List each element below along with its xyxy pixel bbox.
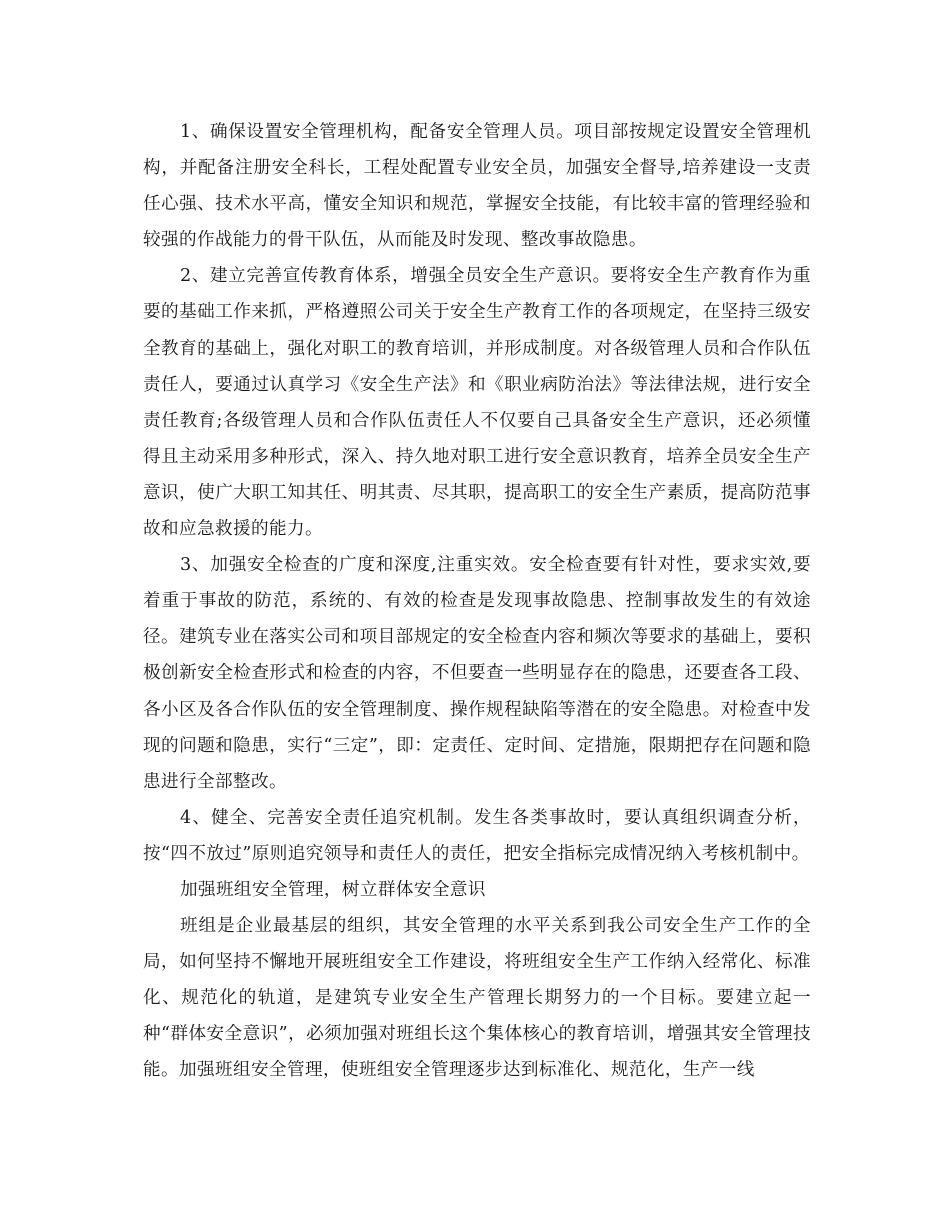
paragraph-5: 班组是企业最基层的组织，其安全管理的水平关系到我公司安全生产工作的全局，如何坚持不懈地开展班组安全工作建设，将班组安全生产工作纳入经常化、标准化、规范化的轨道，是建筑专业安全生产管理长期努力的一个目标。要建立起一种“群体安全意识”，必须加强对班组长这个集体核心的教育培训，增强其安全管理技能。加强班组安全管理，使班组安全管理逐步达到标准化、规范化，生产一线 (143, 916, 811, 1081)
paragraph-4: 4、健全、完善安全责任追究机制。发生各类事故时，要认真组织调查分析，按“四不放过”原则追究领导和责任人的责任，把安全指标完成情况纳入考核机制中。 (143, 807, 811, 864)
paragraph-3: 3、加强安全检查的广度和深度,注重实效。安全检查要有针对性，要求实效,要着重于事故的防范，系统的、有效的检查是发现事故隐患、控制事故发生的有效途径。建筑专业在落实公司和项目部规定的安全检查内容和频次等要求的基础上，要积极创新安全检查形式和检查的内容，不但要查一些明显存在的隐患，还要查各工段、各小区及各合作队伍的安全管理制度、操作规程缺陷等潜在的安全隐患。对检查中发现的问题和隐患，实行“三定”，即：定责任、定时间、定措施，限期把存在问题和隐患进行全部整改。 (143, 555, 811, 792)
paragraph-2: 2、建立完善宣传教育体系，增强全员安全生产意识。要将安全生产教育作为重要的基础工作来抓，严格遵照公司关于安全生产教育工作的各项规定，在坚持三级安全教育的基础上，强化对职工的教育培训，并形成制度。对各级管理人员和合作队伍责任人，要通过认真学习《安全生产法》和《职业病防治法》等法律法规，进行安全责任教育;各级管理人员和合作队伍责任人不仅要自己具备安全生产意识，还必须懂得且主动采用多种形式，深入、持久地对职工进行安全意识教育，培养全员安全生产意识，使广大职工知其任、明其责、尽其职，提高职工的安全生产素质，提高防范事故和应急救援的能力。 (143, 266, 811, 540)
paragraph-1: 1、确保设置安全管理机构，配备安全管理人员。项目部按规定设置安全管理机构，并配备注册安全科长，工程处配置专业安全员，加强安全督导,培养建设一支责任心强、技术水平高，懂安全知识和规范，掌握安全技能，有比较丰富的管理经验和较强的作战能力的骨干队伍，从而能及时发现、整改事故隐患。 (143, 122, 811, 251)
document-page (143, 114, 811, 1089)
section-heading: 加强班组安全管理，树立群体安全意识 (179, 879, 486, 900)
